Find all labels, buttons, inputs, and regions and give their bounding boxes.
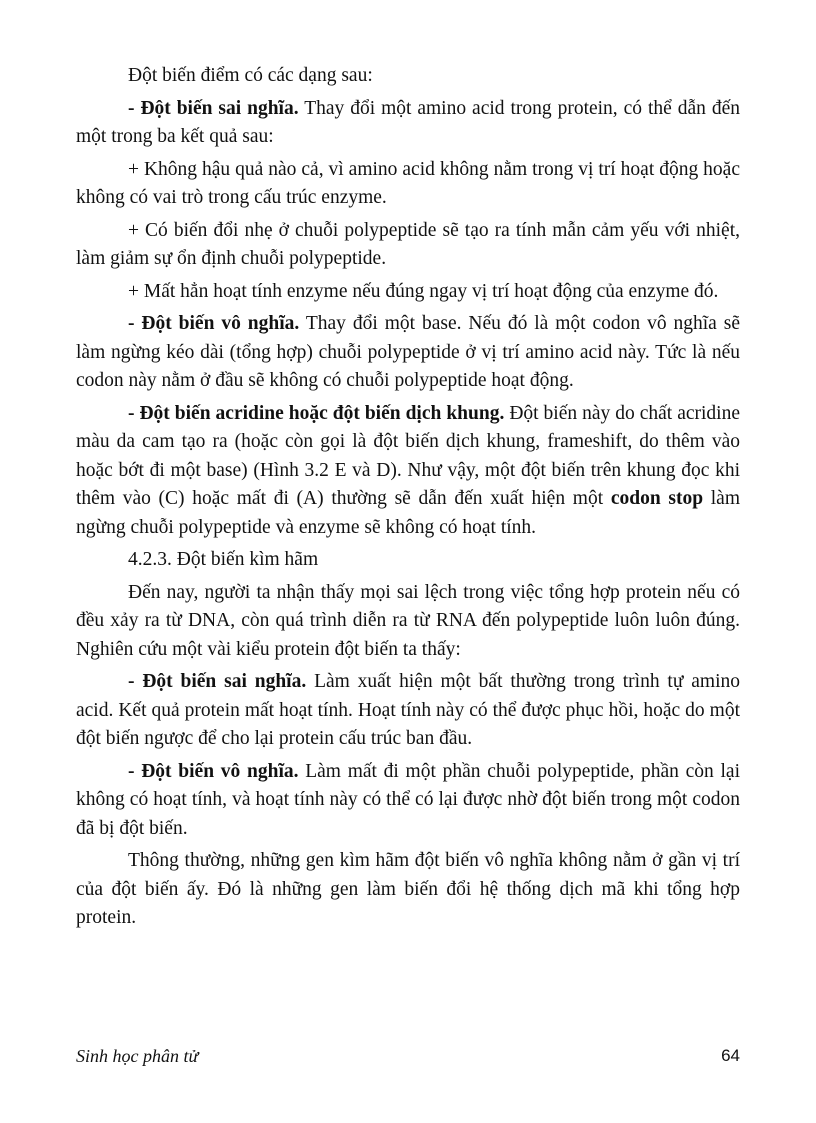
suppressor-nonsense-label: - Đột biến vô nghĩa. bbox=[128, 760, 299, 782]
page-footer bbox=[76, 1046, 740, 1070]
missense-label: - Đột biến sai nghĩa. bbox=[128, 97, 299, 119]
page-number: 64 bbox=[721, 1046, 740, 1065]
book-title: Sinh học phân tử bbox=[76, 1046, 199, 1066]
intro-paragraph: Đột biến điểm có các dạng sau: bbox=[128, 65, 373, 86]
suppressor-missense-label: - Đột biến sai nghĩa. bbox=[128, 671, 307, 692]
page-body bbox=[76, 62, 740, 937]
missense-outcome-2: + Có biến đổi nhẹ ở chuỗi polypeptide sẽ tạo ra tính mẫn cảm yếu với nhiệt, làm giảm sự ổn định chuỗi polypeptide. bbox=[76, 219, 740, 269]
missense-paragraph bbox=[76, 95, 740, 152]
conclusion-paragraph: Thông thường, những gen kìm hãm đột biến vô nghĩa không nằm ở gần vị trí của đột biến ấy. Đó là những gen làm biến đổi hệ thống dịch mã khi tổng hợp protein. bbox=[76, 850, 740, 928]
nonsense-paragraph bbox=[76, 310, 740, 396]
suppressor-nonsense-paragraph bbox=[76, 758, 740, 844]
nonsense-text: Thay đổi một base. Nếu đó là một codon vô nghĩa sẽ làm ngừng kéo dài (tổng hợp) chuỗi polypeptide ở vị trí amino acid này. Tức là nếu codon này nằm ở đầu sẽ không có chuỗi polypeptide hoạt động. bbox=[76, 313, 740, 391]
missense-outcome-3: + Mất hẳn hoạt tính enzyme nếu đúng ngay vị trí hoạt động của enzyme đó. bbox=[128, 280, 719, 302]
nonsense-label: - Đột biến vô nghĩa. bbox=[128, 313, 300, 334]
missense-text: Thay đổi một amino acid trong protein, có thể dẫn đến một trong ba kết quả sau: bbox=[76, 97, 740, 147]
suppressor-nonsense-text: Làm mất đi một phần chuỗi polypeptide, phần còn lại không có hoạt tính, và hoạt tính này có thể có lại được nhờ đột biến trong một codon đã bị đột biến. bbox=[76, 760, 740, 839]
acridine-text-after: làm ngừng chuỗi polypeptide và enzyme sẽ không có hoạt tính. bbox=[76, 488, 741, 538]
section-intro-paragraph: Đến nay, người ta nhận thấy mọi sai lệch trong việc tổng hợp protein nếu có đều xảy ra từ DNA, còn quá trình diễn ra từ RNA đến polypeptide luôn luôn đúng. Nghiên cứu một vài kiểu protein đột biến ta thấy: bbox=[76, 581, 740, 660]
section-heading: 4.2.3. Đột biến kìm hãm bbox=[128, 549, 319, 570]
codon-stop-emphasis: codon stop bbox=[610, 488, 704, 509]
suppressor-missense-text: Làm xuất hiện một bất thường trong trình tự amino acid. Kết quả protein mất hoạt tính. Hoạt tính này có thể được phục hồi, hoặc do một đột biến ngược để cho lại protein cấu trúc ban đầu. bbox=[76, 671, 740, 749]
acridine-label: - Đột biến acridine hoặc đột biến dịch khung. bbox=[128, 402, 505, 424]
suppressor-missense-paragraph bbox=[76, 668, 740, 754]
acridine-paragraph bbox=[76, 400, 740, 543]
acridine-text-before: Đột biến này do chất acridine màu da cam tạo ra (hoặc còn gọi là đột biến dịch khung, frameshift, do thêm vào hoặc bớt đi một base) (Hình 3.2 E và D). Như vậy, một đột biến trên khung đọc khi thêm vào (C) hoặc mất đi (A) thường sẽ dẫn đến xuất hiện một bbox=[76, 402, 740, 509]
missense-outcome-1: + Không hậu quả nào cả, vì amino acid không nằm trong vị trí hoạt động hoặc không có vai trò trong cấu trúc enzyme. bbox=[76, 158, 740, 208]
